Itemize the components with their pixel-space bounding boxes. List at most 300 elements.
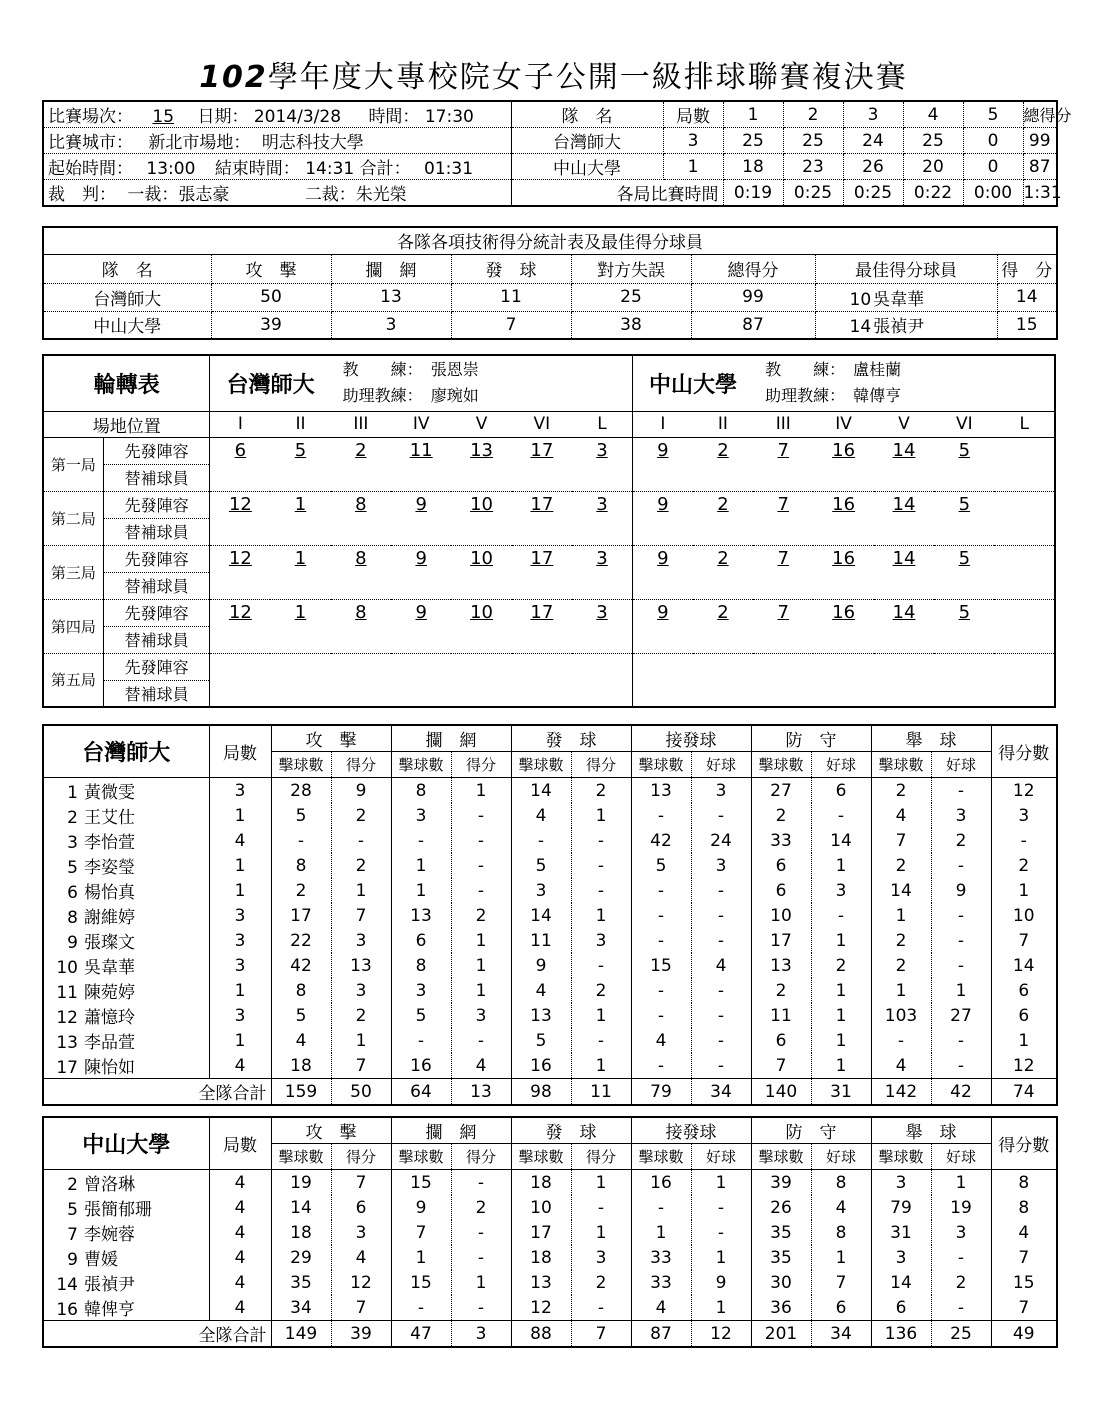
rotation-table: 輪轉表 台灣師大 教 練： 張恩崇 助理教練： 廖琬如 中山大學 教 練： 盧桂蘭 助理教練： 韓傳亨 場地位置 I II III IV V VI L I II III IV V VI L 第一局 先發陣容 6 5 2 11 13 17 3 9 2 7 16 14 5 替補球員 第二局 先發陣容 12 1 8 9 10 17 3 9 2 7 16 14 5 替補球員 第三局 先發陣容 12 1 8 9 10 17 3 9 2 7 16 14 5 替補球員 第四局 先發陣容 12 1 8 9 10 17 3 9 2 7 16 14 5 替補球員 第五局 先發陣容 替補球員 <box>42 354 1056 708</box>
stat-cell: 2 <box>931 828 991 853</box>
player-name: 楊怡真 <box>84 883 135 903</box>
stat-cell: - <box>691 978 751 1003</box>
stat-cell: 1 <box>451 953 511 978</box>
stat-cell: - <box>631 878 691 903</box>
player-number: 5 <box>67 1200 78 1220</box>
stat-cell: - <box>631 903 691 928</box>
stat-group-header: 接發球 <box>631 725 751 752</box>
stat-cell: 33 <box>631 1245 691 1270</box>
total-cell: 74 <box>991 1079 1057 1106</box>
stat-cell: - <box>391 1028 451 1053</box>
stat-cell: 33 <box>631 1270 691 1295</box>
rotation-player-a <box>572 653 632 680</box>
rotation-starter-row: 第一局 先發陣容 6 5 2 11 13 17 3 9 2 7 16 14 5 <box>43 437 1055 464</box>
stat-cell: 9 <box>511 953 571 978</box>
stat-cell: 3 <box>931 803 991 828</box>
stat-cell: 3 <box>331 928 391 953</box>
coach-a: 張恩崇 <box>430 360 479 380</box>
stat-cell: 14 <box>871 878 931 903</box>
stat-cell: 10 <box>751 903 811 928</box>
player-row <box>43 1245 1057 1270</box>
stat-cell: - <box>691 928 751 953</box>
rotation-player-b: 5 <box>958 494 971 516</box>
stat-cell: 29 <box>271 1245 331 1270</box>
total-cell: 159 <box>271 1079 331 1106</box>
rotation-sub-row: 替補球員 <box>43 680 1055 707</box>
stat-sub-header: 擊球數 <box>631 1144 691 1170</box>
stat-cell: 7 <box>331 1295 391 1321</box>
stat-cell: 1 <box>451 1270 511 1295</box>
player-number: 7 <box>67 1225 78 1245</box>
stat-cell: 1 <box>931 978 991 1003</box>
total-cell: 39 <box>331 1321 391 1348</box>
total-cell: 142 <box>871 1079 931 1106</box>
player-row <box>43 928 1057 953</box>
stat-cell: - <box>451 1220 511 1245</box>
rotation-player-a <box>512 653 572 680</box>
rotation-player-b <box>753 653 813 680</box>
total-cell: 12 <box>691 1321 751 1348</box>
rotation-player-a: 3 <box>572 491 632 518</box>
rotation-player-b: 2 <box>717 440 729 462</box>
rotation-player-b: 7 <box>777 548 789 570</box>
rotation-player-b <box>632 653 692 680</box>
stat-cell: - <box>931 1053 991 1079</box>
stat-cell: 8 <box>1018 1172 1030 1193</box>
stat-sub-header: 擊球數 <box>271 1144 331 1170</box>
player-number: 8 <box>67 908 78 928</box>
stat-sub-header: 得分 <box>451 752 511 778</box>
rotation-player-a: 3 <box>572 599 632 626</box>
stat-cell: 4 <box>271 1028 331 1053</box>
referee-1: 一裁：張志豪 <box>127 185 230 205</box>
stat-group-header: 接發球 <box>631 1117 751 1144</box>
rotation-player-a: 12 <box>228 548 252 570</box>
stat-cell: - <box>931 953 991 978</box>
stat-cell: 15 <box>391 1270 451 1295</box>
player-number: 10 <box>56 958 78 978</box>
stat-cell: 6 <box>811 778 871 804</box>
rotation-player-b: 7 <box>777 602 789 624</box>
assist-coach-a: 廖琬如 <box>430 386 479 406</box>
stat-cell: 2 <box>811 953 871 978</box>
coach-b: 盧桂蘭 <box>853 360 902 380</box>
stat-cell: 1 <box>451 978 511 1003</box>
tech-row: 中山大學 39 3 7 38 87 14 張禎尹 15 <box>43 311 1057 339</box>
rotation-player-b: 7 <box>777 494 789 516</box>
team-total-row: 全隊合計 159 50 64 13 98 11 79 34 140 31 142 42 74 <box>43 1079 1057 1106</box>
tech-stats-table: 各隊各項技術得分統計表及最佳得分球員 隊 名 攻 擊 攔 網 發 球 對方失誤 總得分 最佳得分球員 得 分 台灣師大 50 13 11 25 99 10 吳韋華 14 中山大學 39 3 7 38 87 14 張禎尹 15 <box>42 226 1058 340</box>
stat-cell: 5 <box>511 853 571 878</box>
stat-cell: 2 <box>451 1195 511 1220</box>
player-name: 黃微雯 <box>84 783 135 803</box>
stat-cell: 6 <box>331 1195 391 1220</box>
stat-cell: 3 <box>871 1245 931 1270</box>
player-number: 2 <box>67 1175 78 1195</box>
stat-cell: 8 <box>271 978 331 1003</box>
stat-cell: 3 <box>691 778 751 804</box>
stat-cell: - <box>691 1195 751 1220</box>
stat-cell: 2 <box>751 803 811 828</box>
player-name: 李品萱 <box>84 1033 135 1053</box>
stat-cell: 1 <box>451 778 511 804</box>
stat-cell: 4 <box>871 803 931 828</box>
stat-cell: 6 <box>1018 980 1030 1001</box>
stat-cell: 1 <box>691 1170 751 1196</box>
stat-cell: - <box>451 1170 511 1196</box>
tech-row: 台灣師大 50 13 11 25 99 10 吳韋華 14 <box>43 283 1057 311</box>
stat-cell: 3 <box>209 903 271 928</box>
stat-cell: 6 <box>1018 1005 1030 1026</box>
stat-cell: 7 <box>331 1170 391 1196</box>
stat-sub-header: 擊球數 <box>751 1144 811 1170</box>
player-row <box>43 1220 1057 1245</box>
stat-cell: 5 <box>391 1003 451 1028</box>
stat-cell: - <box>451 1245 511 1270</box>
title-text: 學年度大專校院女子公開一級排球聯賽複決賽 <box>267 60 908 95</box>
stat-cell: 2 <box>571 1270 631 1295</box>
player-name: 陳怡如 <box>84 1058 135 1078</box>
rotation-player-b <box>994 599 1055 626</box>
player-row <box>43 953 1057 978</box>
stat-cell: - <box>511 828 571 853</box>
rotation-player-b: 16 <box>832 440 856 462</box>
player-number: 13 <box>56 1033 78 1053</box>
rotation-player-a: 12 <box>228 494 252 516</box>
rotation-player-b: 2 <box>717 494 729 516</box>
stat-cell: 4 <box>209 1220 271 1245</box>
stat-cell: 14 <box>511 903 571 928</box>
stat-sub-header: 好球 <box>931 1144 991 1170</box>
stat-cell: 2 <box>451 903 511 928</box>
stat-cell: 3 <box>391 803 451 828</box>
stat-cell: 5 <box>271 803 331 828</box>
stat-cell: 4 <box>209 1195 271 1220</box>
stat-cell: - <box>931 1245 991 1270</box>
stat-group-header: 攔 網 <box>391 1117 511 1144</box>
rotation-sub-row: 替補球員 <box>43 518 1055 545</box>
stat-cell: 16 <box>631 1170 691 1196</box>
stat-cell: 34 <box>271 1295 331 1321</box>
rotation-player-b: 9 <box>657 494 669 516</box>
player-row <box>43 828 1057 853</box>
stat-cell: 2 <box>871 778 931 804</box>
tech-title: 各隊各項技術得分統計表及最佳得分球員 <box>43 227 1057 254</box>
stat-cell: 15 <box>1012 1272 1035 1293</box>
stat-cell: - <box>571 878 631 903</box>
stat-cell: - <box>391 1295 451 1321</box>
set-time-label: 各局比賽時間 <box>511 180 723 207</box>
stat-cell: 7 <box>811 1270 871 1295</box>
total-cell: 136 <box>871 1321 931 1348</box>
rotation-player-a <box>451 653 511 680</box>
stat-cell: - <box>691 803 751 828</box>
stat-cell: 4 <box>209 1053 271 1079</box>
stat-cell: 18 <box>511 1170 571 1196</box>
stat-cell: - <box>631 978 691 1003</box>
rotation-team-b: 中山大學 <box>632 355 753 411</box>
stat-cell: 2 <box>331 853 391 878</box>
stat-cell: 13 <box>331 953 391 978</box>
stat-cell: - <box>631 1053 691 1079</box>
stat-cell: 35 <box>751 1245 811 1270</box>
stat-cell: 6 <box>391 928 451 953</box>
stat-cell: 6 <box>751 853 811 878</box>
stat-cell: 9 <box>391 1195 451 1220</box>
stat-cell: 22 <box>271 928 331 953</box>
stat-cell: 26 <box>751 1195 811 1220</box>
stat-cell: 19 <box>931 1195 991 1220</box>
rotation-player-a: 1 <box>294 548 307 570</box>
stat-cell: 14 <box>871 1270 931 1295</box>
rotation-player-a: 3 <box>572 545 632 572</box>
stat-group-header: 防 守 <box>751 725 871 752</box>
stat-cell: 18 <box>511 1245 571 1270</box>
match-date: 2014/3/28 <box>253 107 342 127</box>
stat-cell: 31 <box>871 1220 931 1245</box>
stat-cell: 8 <box>1018 1197 1030 1218</box>
stat-cell: 13 <box>751 953 811 978</box>
rotation-player-a: 17 <box>530 548 554 570</box>
rotation-set-label: 第五局 <box>43 653 103 707</box>
stat-cell: 1 <box>811 1003 871 1028</box>
stat-sub-header: 好球 <box>811 1144 871 1170</box>
rotation-player-a: 8 <box>355 602 367 624</box>
stat-cell: 7 <box>331 903 391 928</box>
stat-cell: - <box>571 1295 631 1321</box>
stat-cell: 3 <box>571 1245 631 1270</box>
stat-sub-header: 得分 <box>331 1144 391 1170</box>
stat-cell: 13 <box>391 903 451 928</box>
total-cell: 34 <box>691 1079 751 1106</box>
stat-cell: 1 <box>209 803 271 828</box>
rotation-sub-row: 替補球員 <box>43 572 1055 599</box>
team-name: 台灣師大 <box>43 725 209 778</box>
stat-cell: 1 <box>391 878 451 903</box>
player-number: 11 <box>56 983 78 1003</box>
stat-cell: 3 <box>571 928 631 953</box>
player-name: 蕭憶玲 <box>84 1008 135 1028</box>
stat-sub-header: 好球 <box>691 752 751 778</box>
total-cell: 13 <box>451 1079 511 1106</box>
stat-cell: 1 <box>331 878 391 903</box>
stat-cell: 14 <box>1012 955 1035 976</box>
stat-cell: 3 <box>209 928 271 953</box>
stat-cell: - <box>931 928 991 953</box>
rotation-player-b: 2 <box>717 602 729 624</box>
stat-cell: 8 <box>271 853 331 878</box>
total-time: 01:31 <box>424 159 474 179</box>
player-row <box>43 1053 1057 1079</box>
player-name: 曾洛琳 <box>84 1175 135 1195</box>
stat-cell: 1 <box>391 853 451 878</box>
team-a-stats-table: 台灣師大 局數 攻 擊 攔 網 發 球 接發球 防 守 舉 球 得分數 擊球數 得分 擊球數 得分 擊球數 得分 擊球數 好球 擊球數 好球 擊球數 好球 1 黃微雯 3 28 9 8 1 14 2 13 3 27 6 2 - 12 2 王艾仕 1 5 2 3 - 4 1 - - 2 - 4 3 3 3 李怡萱 4 - - - - - - 42 24 33 14 7 2 - 5 李姿瑩 1 8 2 1 - 5 - 5 3 6 1 2 - 2 6 楊怡真 1 2 1 1 - 3 - - - 6 3 14 9 1 8 謝維婷 3 17 7 13 2 14 1 - - 10 - 1 - 10 9 張璨文 3 22 3 6 1 11 3 - - 17 1 2 - 7 10 吳韋華 3 42 13 8 1 9 - 15 4 13 2 2 - 14 11 陳菀婷 1 8 3 3 1 4 2 - - 2 1 1 1 6 12 蕭憶玲 3 5 2 5 3 13 1 - - 11 1 103 27 6 13 李品萱 1 4 1 - - 5 - 4 - 6 1 - - 1 17 陳怡如 4 18 7 16 4 16 1 - - 7 1 4 - 12 全隊合計 159 50 64 13 98 11 79 34 140 31 142 42 74 <box>42 724 1058 1106</box>
stat-sub-header: 擊球數 <box>871 752 931 778</box>
rotation-player-a: 3 <box>572 437 632 464</box>
total-cell: 3 <box>451 1321 511 1348</box>
player-row <box>43 853 1057 878</box>
stat-cell: 4 <box>451 1053 511 1079</box>
stat-sub-header: 擊球數 <box>391 752 451 778</box>
rotation-player-a: 17 <box>530 494 554 516</box>
stat-cell: - <box>691 1003 751 1028</box>
stat-cell: 3 <box>331 978 391 1003</box>
player-number: 3 <box>67 833 78 853</box>
rotation-player-a: 1 <box>294 602 307 624</box>
player-name: 張簡郁珊 <box>84 1200 152 1220</box>
stat-sub-header: 好球 <box>691 1144 751 1170</box>
stat-cell: 4 <box>811 1195 871 1220</box>
stat-cell: 1 <box>331 1028 391 1053</box>
stat-cell: 8 <box>811 1220 871 1245</box>
stat-cell: - <box>631 928 691 953</box>
stat-cell: 3 <box>209 953 271 978</box>
stat-cell: 3 <box>811 878 871 903</box>
stat-cell: 2 <box>871 853 931 878</box>
stat-cell: - <box>931 853 991 878</box>
stat-sub-header: 好球 <box>931 752 991 778</box>
stat-cell: 3 <box>209 778 271 804</box>
city-row: 比賽城市： 新北市場地： 明志科技大學 <box>43 128 511 154</box>
stat-cell: 2 <box>571 978 631 1003</box>
rotation-player-b <box>874 653 934 680</box>
stat-group-header: 攻 擊 <box>271 725 391 752</box>
rotation-starter-row: 第二局 先發陣容 12 1 8 9 10 17 3 9 2 7 16 14 5 <box>43 491 1055 518</box>
stat-cell: 7 <box>751 1053 811 1079</box>
stat-cell: - <box>451 878 511 903</box>
total-cell: 7 <box>571 1321 631 1348</box>
stat-cell: 79 <box>871 1195 931 1220</box>
stat-cell: - <box>631 1003 691 1028</box>
stat-cell: 2 <box>1018 855 1030 876</box>
rotation-player-b: 9 <box>657 602 669 624</box>
total-cell: 49 <box>991 1321 1057 1348</box>
stat-cell: 12 <box>1012 1055 1035 1076</box>
stat-sub-header: 得分 <box>571 752 631 778</box>
stat-sub-header: 得分 <box>571 1144 631 1170</box>
score-team-b: 中山大學 <box>511 154 663 180</box>
stat-cell: 14 <box>511 778 571 804</box>
stat-cell: - <box>571 1028 631 1053</box>
total-cell: 88 <box>511 1321 571 1348</box>
stat-cell: 4 <box>209 828 271 853</box>
rotation-player-b: 16 <box>832 602 856 624</box>
stat-cell: 1 <box>209 1028 271 1053</box>
stat-cell: 1 <box>811 928 871 953</box>
stat-cell: - <box>451 1295 511 1321</box>
stat-cell: 11 <box>511 928 571 953</box>
player-number: 9 <box>67 933 78 953</box>
rotation-player-b: 16 <box>832 548 856 570</box>
stat-cell: - <box>811 903 871 928</box>
stat-cell: 3 <box>931 1220 991 1245</box>
stat-cell: 14 <box>811 828 871 853</box>
stat-cell: - <box>451 853 511 878</box>
stat-cell: 8 <box>811 1170 871 1196</box>
stat-cell: 4 <box>511 978 571 1003</box>
time-row: 起始時間： 13:00 結束時間： 14:31 合計： 01:31 <box>43 154 511 180</box>
stat-cell: 42 <box>631 828 691 853</box>
rotation-player-b <box>994 653 1055 680</box>
stat-cell: 7 <box>871 828 931 853</box>
total-cell: 42 <box>931 1079 991 1106</box>
stat-cell: 4 <box>331 1245 391 1270</box>
stat-cell: 14 <box>271 1195 331 1220</box>
rotation-player-b: 5 <box>958 548 971 570</box>
stat-cell: 10 <box>1012 905 1035 926</box>
stat-cell: 7 <box>391 1220 451 1245</box>
rotation-set-label: 第三局 <box>43 545 103 599</box>
player-row <box>43 1295 1057 1321</box>
stat-cell: 1 <box>811 978 871 1003</box>
rotation-team-a: 台灣師大 <box>210 355 331 411</box>
player-row <box>43 1170 1057 1196</box>
rotation-player-b: 9 <box>657 440 669 462</box>
stat-cell: 4 <box>209 1295 271 1321</box>
city: 新北市 <box>148 133 200 153</box>
stat-cell: 1 <box>631 1220 691 1245</box>
stat-cell: 36 <box>751 1295 811 1321</box>
stat-cell: 16 <box>511 1053 571 1079</box>
best-player-a: 吳韋華 <box>873 289 925 310</box>
rotation-player-b: 16 <box>832 494 856 516</box>
stat-cell: 9 <box>931 878 991 903</box>
rotation-set-label: 第一局 <box>43 437 103 491</box>
stat-cell: 13 <box>511 1003 571 1028</box>
stat-cell: 35 <box>271 1270 331 1295</box>
stat-cell: 1 <box>391 1245 451 1270</box>
total-cell: 201 <box>751 1321 811 1348</box>
player-number: 6 <box>67 883 78 903</box>
page-title <box>0 52 1107 96</box>
stat-cell: - <box>451 828 511 853</box>
player-name: 吳韋華 <box>84 958 135 978</box>
stat-cell: 1 <box>811 1028 871 1053</box>
stat-cell: 19 <box>271 1170 331 1196</box>
rotation-player-b: 9 <box>657 548 669 570</box>
match-no-row: 比賽場次： 15 日期： 2014/3/28 時間： 17:30 <box>43 101 511 128</box>
rotation-player-b <box>994 437 1055 464</box>
total-cell: 31 <box>811 1079 871 1106</box>
rotation-player-b: 5 <box>958 440 971 462</box>
stat-cell: 4 <box>631 1295 691 1321</box>
stat-cell: 2 <box>871 928 931 953</box>
venue: 明志科技大學 <box>261 133 364 153</box>
stat-cell: 7 <box>1018 1297 1030 1318</box>
rotation-starter-row: 第五局 先發陣容 <box>43 653 1055 680</box>
team-b-stats-table: 中山大學 局數 攻 擊 攔 網 發 球 接發球 防 守 舉 球 得分數 擊球數 得分 擊球數 得分 擊球數 得分 擊球數 好球 擊球數 好球 擊球數 好球 2 曾洛琳 4 19 7 15 - 18 1 16 1 39 8 3 1 8 5 張簡郁珊 4 14 6 9 2 10 - - - 26 4 79 19 8 7 李婉蓉 4 18 3 7 - 17 1 1 - 35 8 31 3 4 9 曹媛 4 29 4 1 - 18 3 33 1 35 1 3 - 7 14 張禎尹 4 35 12 15 1 13 2 33 9 30 7 14 2 15 16 韓俾亨 4 34 7 - - 12 - 4 1 36 6 6 - 7 全隊合計 149 39 47 3 88 7 87 12 201 34 136 25 49 <box>42 1116 1058 1348</box>
stat-cell: 5 <box>511 1028 571 1053</box>
stat-cell: 1 <box>871 978 931 1003</box>
stat-cell: 12 <box>1012 780 1035 801</box>
rotation-player-a: 2 <box>355 440 367 462</box>
start-time: 13:00 <box>146 159 196 179</box>
stat-group-header: 舉 球 <box>871 1117 991 1144</box>
player-name: 李怡萱 <box>84 833 135 853</box>
stat-cell: - <box>631 1195 691 1220</box>
stat-cell: 2 <box>871 953 931 978</box>
stat-cell: - <box>271 828 331 853</box>
stat-cell: 1 <box>451 928 511 953</box>
stat-cell: - <box>571 1195 631 1220</box>
stat-cell: 35 <box>751 1220 811 1245</box>
stat-sub-header: 擊球數 <box>271 752 331 778</box>
stat-cell: 2 <box>331 1003 391 1028</box>
rotation-player-a: 17 <box>530 440 554 462</box>
stat-sub-header: 擊球數 <box>511 1144 571 1170</box>
stat-cell: 103 <box>871 1003 931 1028</box>
stat-cell: 1 <box>209 978 271 1003</box>
